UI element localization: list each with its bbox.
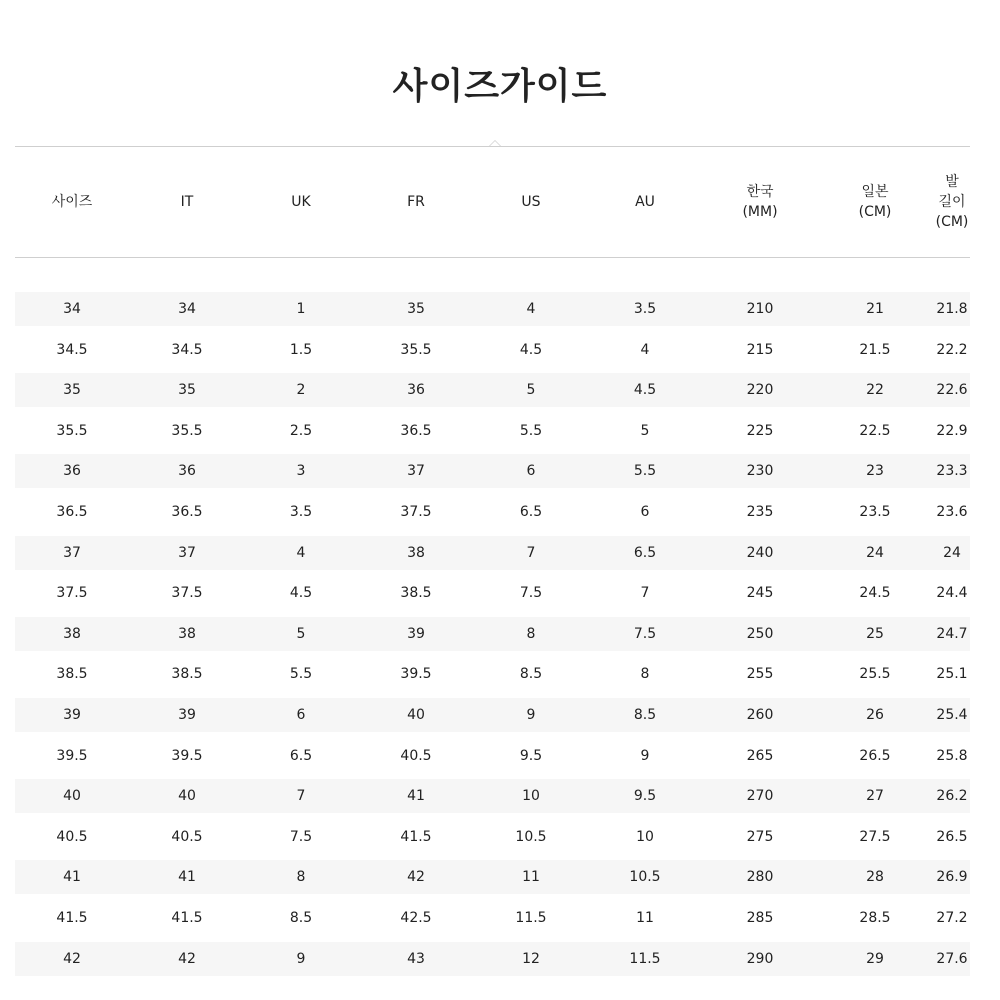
column-header: FR bbox=[407, 194, 425, 210]
table-cell: 25 bbox=[866, 625, 884, 642]
table-cell: 255 bbox=[746, 666, 774, 683]
table-row bbox=[15, 333, 970, 367]
table-cell: 215 bbox=[746, 341, 774, 358]
table-row bbox=[15, 942, 970, 976]
table-cell: 8.5 bbox=[289, 909, 313, 926]
table-cell: 42 bbox=[407, 869, 425, 886]
table-cell: 6.5 bbox=[633, 544, 657, 561]
table-row bbox=[15, 576, 970, 610]
table-cell: 10 bbox=[522, 788, 540, 805]
table-cell: 26 bbox=[866, 706, 884, 723]
table-cell: 4 bbox=[640, 341, 650, 358]
table-cell: 10 bbox=[636, 828, 654, 845]
table-cell: 40 bbox=[178, 788, 196, 805]
table-cell: 36 bbox=[178, 463, 196, 480]
table-cell: 43 bbox=[407, 950, 425, 967]
table-cell: 39 bbox=[178, 706, 196, 723]
table-cell: 42 bbox=[63, 950, 81, 967]
table-cell: 35 bbox=[63, 382, 81, 399]
table-cell: 5 bbox=[640, 422, 650, 439]
table-cell: 9 bbox=[640, 747, 650, 764]
table-cell: 280 bbox=[746, 869, 774, 886]
table-cell: 41.5 bbox=[400, 828, 432, 845]
table-cell: 6 bbox=[526, 463, 536, 480]
table-cell: 26.5 bbox=[859, 747, 891, 764]
table-cell: 210 bbox=[746, 301, 774, 317]
table-cell: 3.5 bbox=[289, 503, 313, 520]
table-cell: 245 bbox=[746, 585, 774, 602]
table-cell: 5.5 bbox=[519, 422, 543, 439]
table-row bbox=[15, 820, 970, 854]
column-header: 사이즈 bbox=[51, 194, 93, 210]
table-row bbox=[15, 657, 970, 691]
table-cell: 225 bbox=[746, 422, 774, 439]
table-cell: 24.4 bbox=[936, 585, 968, 602]
table-cell: 22.6 bbox=[936, 382, 968, 399]
table-row bbox=[15, 495, 970, 529]
table-cell: 230 bbox=[746, 463, 774, 480]
table-cell: 42.5 bbox=[400, 909, 432, 926]
table-cell: 39.5 bbox=[171, 747, 203, 764]
table-cell: 7.5 bbox=[633, 625, 657, 642]
table-cell: 37 bbox=[178, 544, 196, 561]
table-cell: 38.5 bbox=[56, 666, 88, 683]
table-cell: 21 bbox=[866, 301, 884, 317]
table-cell: 9.5 bbox=[633, 788, 657, 805]
table-cell: 6.5 bbox=[519, 503, 543, 520]
caret-up-icon bbox=[489, 140, 501, 146]
table-cell: 37 bbox=[407, 463, 425, 480]
table-cell: 1.5 bbox=[289, 341, 313, 358]
table-cell: 41 bbox=[63, 869, 81, 886]
table-cell: 21.5 bbox=[859, 341, 891, 358]
header-divider bbox=[15, 257, 970, 258]
table-row bbox=[15, 779, 970, 813]
column-header: UK bbox=[291, 194, 311, 210]
table-cell: 11.5 bbox=[515, 909, 547, 926]
table-cell: 9 bbox=[526, 706, 536, 723]
page-title: 사이즈가이드 bbox=[392, 66, 608, 107]
table-cell: 21.8 bbox=[936, 301, 968, 317]
table-cell: 39.5 bbox=[56, 747, 88, 764]
table-cell: 2.5 bbox=[289, 422, 313, 439]
table-cell: 34.5 bbox=[171, 341, 203, 358]
table-row bbox=[15, 454, 970, 488]
table-cell: 26.2 bbox=[936, 788, 968, 805]
column-header: IT bbox=[180, 194, 194, 210]
table-row bbox=[15, 292, 970, 326]
column-header: 발 길이 (CM) bbox=[935, 174, 969, 230]
table-cell: 4.5 bbox=[289, 585, 313, 602]
table-cell: 41 bbox=[178, 869, 196, 886]
table-cell: 27 bbox=[866, 788, 884, 805]
table-cell: 7.5 bbox=[289, 828, 313, 845]
table-row bbox=[15, 901, 970, 935]
table-cell: 40.5 bbox=[56, 828, 88, 845]
table-cell: 285 bbox=[746, 909, 774, 926]
table-cell: 34 bbox=[63, 301, 81, 317]
table-cell: 40 bbox=[63, 788, 81, 805]
table-cell: 36.5 bbox=[171, 503, 203, 520]
table-cell: 10.5 bbox=[629, 869, 661, 886]
table-cell: 8 bbox=[296, 869, 306, 886]
table-cell: 38 bbox=[407, 544, 425, 561]
table-cell: 27.2 bbox=[936, 909, 968, 926]
table-cell: 22.2 bbox=[936, 341, 968, 358]
table-cell: 37.5 bbox=[56, 585, 88, 602]
table-cell: 8.5 bbox=[519, 666, 543, 683]
table-cell: 7 bbox=[640, 585, 650, 602]
table-cell: 40.5 bbox=[400, 747, 432, 764]
table-cell: 5.5 bbox=[289, 666, 313, 683]
table-cell: 3.5 bbox=[633, 301, 657, 317]
table-cell: 7.5 bbox=[519, 585, 543, 602]
table-cell: 8 bbox=[526, 625, 536, 642]
table-cell: 36 bbox=[407, 382, 425, 399]
table-cell: 27.6 bbox=[936, 950, 968, 967]
table-cell: 39 bbox=[63, 706, 81, 723]
table-cell: 35.5 bbox=[171, 422, 203, 439]
table-cell: 6 bbox=[296, 706, 306, 723]
table-cell: 10.5 bbox=[515, 828, 547, 845]
table-cell: 25.4 bbox=[936, 706, 968, 723]
table-cell: 23 bbox=[866, 463, 884, 480]
size-table-body bbox=[15, 292, 970, 982]
table-cell: 36 bbox=[63, 463, 81, 480]
table-cell: 25.1 bbox=[936, 666, 968, 683]
column-header: US bbox=[521, 194, 541, 210]
table-cell: 23.3 bbox=[936, 463, 968, 480]
table-cell: 28.5 bbox=[859, 909, 891, 926]
table-cell: 5.5 bbox=[633, 463, 657, 480]
table-cell: 37.5 bbox=[400, 503, 432, 520]
table-cell: 9.5 bbox=[519, 747, 543, 764]
table-cell: 27.5 bbox=[859, 828, 891, 845]
table-cell: 9 bbox=[296, 950, 306, 967]
table-cell: 25.5 bbox=[859, 666, 891, 683]
table-row bbox=[15, 698, 970, 732]
table-cell: 11.5 bbox=[629, 950, 661, 967]
table-cell: 35 bbox=[407, 301, 425, 317]
table-cell: 38.5 bbox=[171, 666, 203, 683]
table-cell: 4 bbox=[296, 544, 306, 561]
table-cell: 24 bbox=[866, 544, 884, 561]
column-header: 일본 (CM) bbox=[858, 184, 892, 220]
table-cell: 41.5 bbox=[56, 909, 88, 926]
table-row bbox=[15, 617, 970, 651]
table-cell: 24 bbox=[943, 544, 961, 561]
table-cell: 265 bbox=[746, 747, 774, 764]
table-cell: 8.5 bbox=[633, 706, 657, 723]
table-row bbox=[15, 373, 970, 407]
table-cell: 235 bbox=[746, 503, 774, 520]
table-cell: 3 bbox=[296, 463, 306, 480]
table-cell: 25.8 bbox=[936, 747, 968, 764]
table-cell: 12 bbox=[522, 950, 540, 967]
table-cell: 34 bbox=[178, 301, 196, 317]
table-cell: 39 bbox=[407, 625, 425, 642]
table-cell: 4 bbox=[526, 301, 536, 317]
table-cell: 41.5 bbox=[171, 909, 203, 926]
table-cell: 7 bbox=[526, 544, 536, 561]
table-cell: 38.5 bbox=[400, 585, 432, 602]
table-cell: 11 bbox=[522, 869, 540, 886]
table-cell: 38 bbox=[178, 625, 196, 642]
table-cell: 36.5 bbox=[400, 422, 432, 439]
table-cell: 6 bbox=[640, 503, 650, 520]
table-cell: 26.5 bbox=[936, 828, 968, 845]
table-cell: 250 bbox=[746, 625, 774, 642]
table-cell: 42 bbox=[178, 950, 196, 967]
table-cell: 29 bbox=[866, 950, 884, 967]
table-cell: 220 bbox=[746, 382, 774, 399]
column-header: 한국 (MM) bbox=[742, 184, 778, 220]
table-cell: 26.9 bbox=[936, 869, 968, 886]
table-cell: 1 bbox=[296, 301, 306, 317]
table-cell: 38 bbox=[63, 625, 81, 642]
table-header bbox=[15, 147, 970, 257]
table-cell: 41 bbox=[407, 788, 425, 805]
table-cell: 240 bbox=[746, 544, 774, 561]
table-cell: 275 bbox=[746, 828, 774, 845]
table-cell: 4.5 bbox=[633, 382, 657, 399]
table-cell: 36.5 bbox=[56, 503, 88, 520]
table-cell: 35.5 bbox=[56, 422, 88, 439]
table-cell: 24.7 bbox=[936, 625, 968, 642]
table-cell: 2 bbox=[296, 382, 306, 399]
table-cell: 22.9 bbox=[936, 422, 968, 439]
table-cell: 23.6 bbox=[936, 503, 968, 520]
table-cell: 7 bbox=[296, 788, 306, 805]
column-header: AU bbox=[635, 194, 655, 210]
table-row bbox=[15, 860, 970, 894]
table-row bbox=[15, 739, 970, 773]
table-cell: 4.5 bbox=[519, 341, 543, 358]
table-cell: 37 bbox=[63, 544, 81, 561]
table-cell: 270 bbox=[746, 788, 774, 805]
table-cell: 8 bbox=[640, 666, 650, 683]
table-row bbox=[15, 536, 970, 570]
table-cell: 39.5 bbox=[400, 666, 432, 683]
table-cell: 35.5 bbox=[400, 341, 432, 358]
table-cell: 260 bbox=[746, 706, 774, 723]
table-row bbox=[15, 414, 970, 448]
table-cell: 40 bbox=[407, 706, 425, 723]
table-cell: 35 bbox=[178, 382, 196, 399]
table-cell: 34.5 bbox=[56, 341, 88, 358]
table-cell: 6.5 bbox=[289, 747, 313, 764]
table-cell: 37.5 bbox=[171, 585, 203, 602]
table-cell: 22 bbox=[866, 382, 884, 399]
table-cell: 5 bbox=[296, 625, 306, 642]
table-cell: 23.5 bbox=[859, 503, 891, 520]
table-cell: 11 bbox=[636, 909, 654, 926]
table-cell: 40.5 bbox=[171, 828, 203, 845]
table-cell: 28 bbox=[866, 869, 884, 886]
table-cell: 22.5 bbox=[859, 422, 891, 439]
table-cell: 5 bbox=[526, 382, 536, 399]
table-cell: 24.5 bbox=[859, 585, 891, 602]
table-cell: 290 bbox=[746, 950, 774, 967]
